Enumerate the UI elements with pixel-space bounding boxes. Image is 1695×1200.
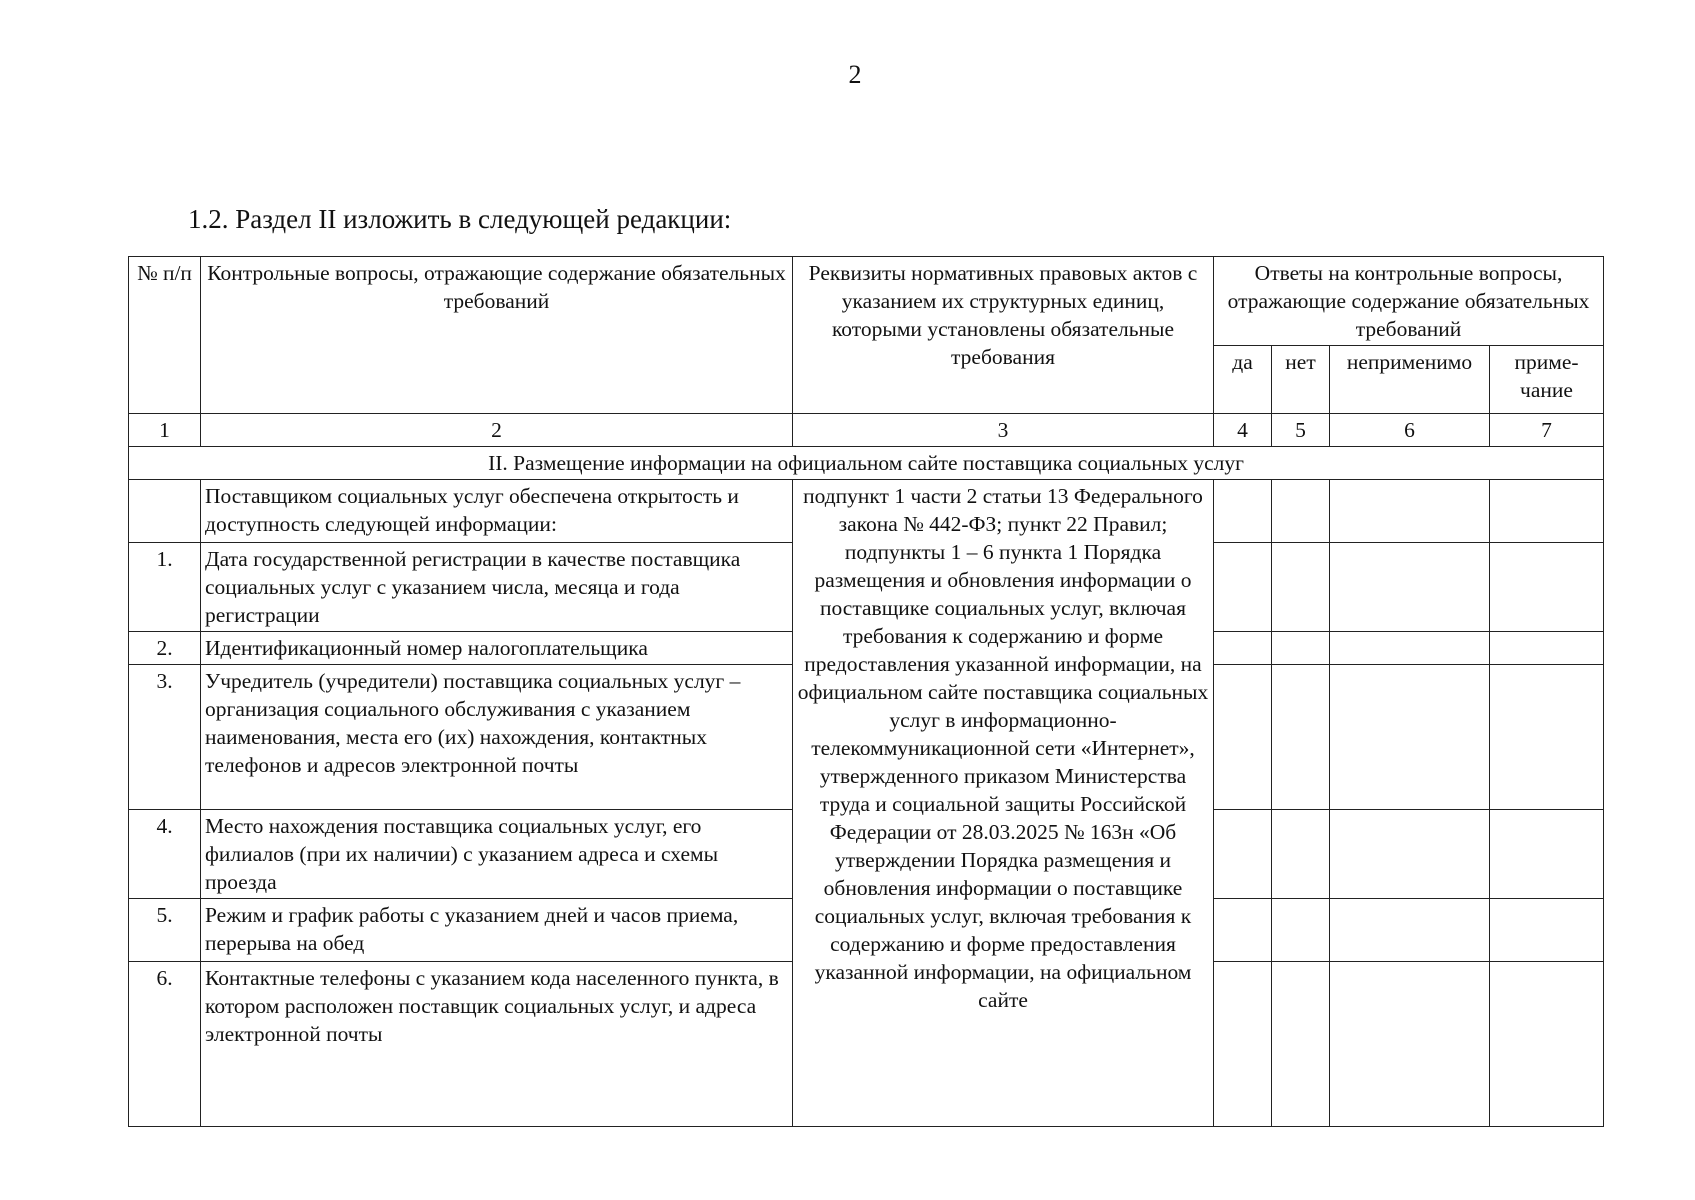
column-number: 4 <box>1214 414 1272 447</box>
header-na: неприменимо <box>1330 346 1490 414</box>
answer-yes <box>1214 962 1272 1127</box>
header-reference: Реквизиты нормативных правовых актов с указанием их структурных единиц, которыми установлены обязательные требования <box>793 257 1214 414</box>
answer-note <box>1490 665 1604 810</box>
row-question: Поставщиком социальных услуг обеспечена открытость и доступность следующей информации: <box>201 480 793 543</box>
answer-na <box>1330 665 1490 810</box>
header-yes: да <box>1214 346 1272 414</box>
section-row <box>129 447 1604 480</box>
answer-no <box>1272 665 1330 810</box>
row-question: Учредитель (учредители) поставщика социальных услуг – организация социального обслуживания с указанием наименования, места его (их) нахождения, контактных телефонов и адресов электронной почты <box>201 665 793 810</box>
column-numbers-row <box>129 414 1604 447</box>
row-num: 1. <box>129 543 201 632</box>
header-no: нет <box>1272 346 1330 414</box>
answer-note <box>1490 899 1604 962</box>
column-number: 5 <box>1272 414 1330 447</box>
answer-note <box>1490 810 1604 899</box>
page-number: 2 <box>848 60 862 89</box>
row-num: 3. <box>129 665 201 810</box>
row-num: 4. <box>129 810 201 899</box>
column-number: 1 <box>129 414 201 447</box>
column-number: 3 <box>793 414 1214 447</box>
answer-na <box>1330 899 1490 962</box>
row-question: Режим и график работы с указанием дней и часов приема, перерыва на обед <box>201 899 793 962</box>
answer-na <box>1330 480 1490 543</box>
row-question: Дата государственной регистрации в качестве поставщика социальных услуг с указанием числа, месяца и года регистрации <box>201 543 793 632</box>
answer-note <box>1490 632 1604 665</box>
intro-paragraph: 1.2. Раздел II изложить в следующей редакции: <box>188 204 732 234</box>
header-row-1 <box>129 257 1604 346</box>
section-title: II. Размещение информации на официальном сайте поставщика социальных услуг <box>129 447 1604 480</box>
row-num <box>129 480 201 543</box>
requirements-table <box>128 256 1604 1127</box>
answer-note <box>1490 543 1604 632</box>
answer-no <box>1272 962 1330 1127</box>
header-answers: Ответы на контрольные вопросы, отражающие содержание обязательных требований <box>1214 257 1604 346</box>
reference-cell: подпункт 1 части 2 статьи 13 Федерального закона № 442-ФЗ; пункт 22 Правил; подпункты 1 – 6 пункта 1 Порядка размещения и обновления информации о поставщике социальных услуг, включая требования к содержанию и форме предоставления указанной информации, на официальном сайте поставщика социальных услуг в информационно-телекоммуникационной сети «Интернет», утвержденного приказом Министерства труда и социальной защиты Российской Федерации от 28.03.2025 № 163н «Об утверждении Порядка размещения и обновления информации о поставщике социальных услуг, включая требования к содержанию и форме предоставления указанной информации, на официальном сайте <box>793 480 1214 1127</box>
answer-na <box>1330 810 1490 899</box>
header-question: Контрольные вопросы, отражающие содержание обязательных требований <box>201 257 793 414</box>
row-num: 5. <box>129 899 201 962</box>
row-question: Место нахождения поставщика социальных услуг, его филиалов (при их наличии) с указанием адреса и схемы проезда <box>201 810 793 899</box>
answer-yes <box>1214 810 1272 899</box>
answer-yes <box>1214 543 1272 632</box>
answer-no <box>1272 899 1330 962</box>
row-num: 6. <box>129 962 201 1127</box>
answer-yes <box>1214 665 1272 810</box>
header-note: приме-чание <box>1490 346 1604 414</box>
answer-note <box>1490 480 1604 543</box>
answer-no <box>1272 632 1330 665</box>
answer-na <box>1330 632 1490 665</box>
answer-no <box>1272 810 1330 899</box>
answer-no <box>1272 480 1330 543</box>
answer-yes <box>1214 899 1272 962</box>
answer-yes <box>1214 632 1272 665</box>
row-question: Контактные телефоны с указанием кода населенного пункта, в котором расположен поставщик социальных услуг, и адреса электронной почты <box>201 962 793 1127</box>
table-row <box>129 480 1604 543</box>
column-number: 7 <box>1490 414 1604 447</box>
row-num: 2. <box>129 632 201 665</box>
column-number: 2 <box>201 414 793 447</box>
header-num: № п/п <box>129 257 201 414</box>
row-question: Идентификационный номер налогоплательщика <box>201 632 793 665</box>
answer-na <box>1330 962 1490 1127</box>
answer-yes <box>1214 480 1272 543</box>
column-number: 6 <box>1330 414 1490 447</box>
answer-no <box>1272 543 1330 632</box>
answer-na <box>1330 543 1490 632</box>
answer-note <box>1490 962 1604 1127</box>
